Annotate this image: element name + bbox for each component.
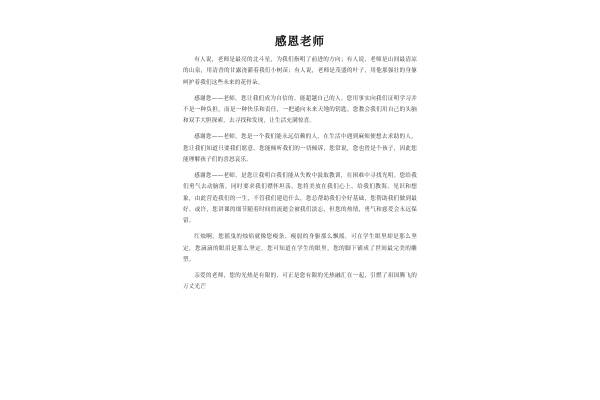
paragraph-6: 亲爱的老师，您的光热是有限的，可正是您有限的光热融汇在一起，引燃了祖国腾飞的万丈光芒 (183, 272, 417, 291)
paragraph-5: 红烛啊，您摇曳的烛焰就像您瘦条、瘦弱的身躯那么飘摇，可在学生眼里却是那么坚定，您滴滴的眼泪是那么坚定，您可知道在学生的眼里，您的脚下铺成了世间最完美的雕塑。 (183, 234, 417, 264)
paragraph-1: 有人说，老师是最亮的北斗星，为我们指明了前进的方向；有人说，老师是山间最清凉的山泉，用清香的甘露浇灌着我们小树苗；有人说，老师是茂盛的叶子，用他那强壮的身躯呵护着我们这些未来的花骨朵。 (183, 57, 417, 86)
paragraph-3: 感谢您——老师，您是一个我们能永远信赖的人，在生活中遇到麻烦便想去求助的人，您让我们知道只要我们愿意，您能倾听我们的一切倾诉，您常说，您也曾是个孩子，因此您能理解孩子们的喜怒哀乐。 (183, 134, 417, 164)
paragraph-4: 感谢您——老师，是您让我明白我们能从失败中汲取教训，在困难中寻找光明。您给我们勇气去动脑筋，同时要求我们襟怀坦荡。您将美放在我们心上，给我们教海、见识和想象，由此营造我们的一生，不管我们建造什么，您总帮助我们全好基础，您帮助我们做到最好。或许，您讲课的细节随着时间的流逝会被我们淡忘，但您的热情，勇气和慈爱会永远保留。 (183, 172, 417, 225)
document-body (183, 34, 417, 298)
document-title: 感恩老师 (275, 34, 325, 48)
paragraph-2: 感谢您——老师，您让我们成为自信的、能超越自己的人。您用事实向我们证明学习并不是一种负担，而是一种快乐和责任，一把通向未来天地的钥匙。您教会我们用自己的头脑和双手大胆探索，去寻找和发现，让生活充满惊喜。 (183, 95, 417, 125)
